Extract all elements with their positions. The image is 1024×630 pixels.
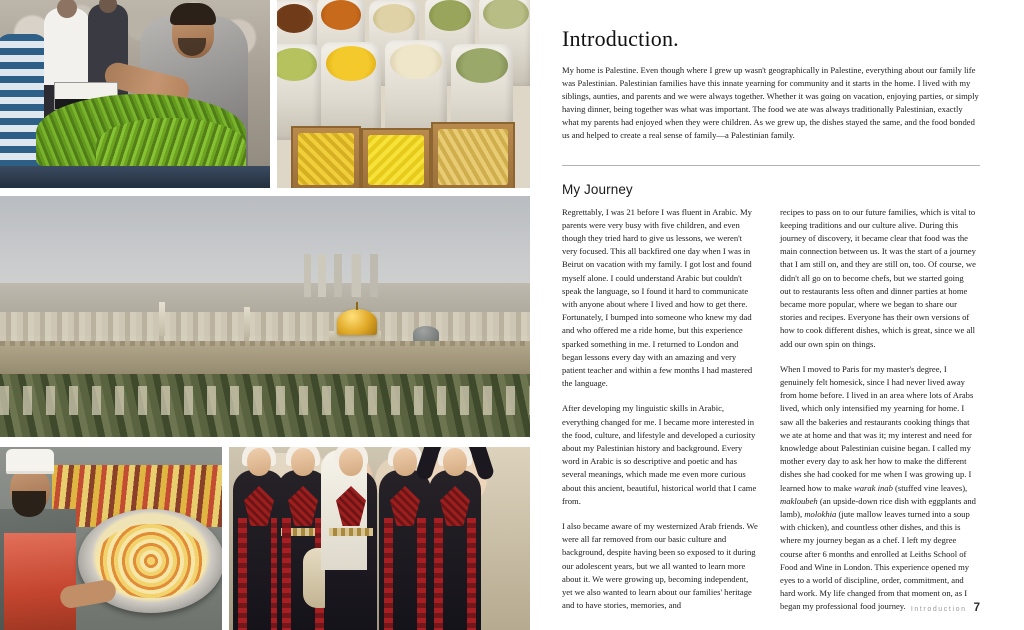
market-stall-table — [0, 166, 270, 188]
woman-4-side-panel-left — [384, 518, 393, 630]
two-column-body — [562, 206, 980, 614]
woman-4-face — [393, 448, 417, 476]
woman-2-side-panel-left — [282, 518, 291, 630]
crate-saffron-rice — [361, 128, 431, 188]
sack-contents-rice — [390, 44, 442, 79]
body-column-left — [562, 206, 758, 614]
text-page — [530, 0, 1024, 630]
crate-bulgur — [291, 126, 361, 188]
chef-illustration — [0, 447, 222, 630]
crate-contents-couscous — [438, 129, 508, 185]
section-divider-rule — [562, 165, 980, 166]
photo-chef-sweets-tray — [0, 447, 222, 630]
woman-5-side-panel-right — [467, 518, 476, 630]
folio-page-number: 7 — [973, 602, 980, 614]
photo-market-vendor-okra — [0, 0, 270, 188]
paris-text-part-2: (stuffed vine leaves), — [892, 482, 968, 493]
left-column-paragraph-2: After developing my linguistic skills in Arabic, everything changed for me. I became more interested in the food, culture, and lifestyle and developed a curiosity about my Palestinian history and background. Every word in Arabic is so descriptive and poetic and has several meanings, which made me even more curious about this ancient, beautiful, historical world that I came from. — [562, 403, 757, 506]
sack-contents-herbs — [483, 0, 528, 29]
folio-chapter-label: Introduction — [910, 606, 967, 613]
modern-tower-blocks — [297, 254, 414, 297]
left-column-paragraph-3: I also became aware of my westernized Arab friends. We were all far removed from our basic culture and background, despite having been so exposed to it during our adolescent years, but we all wanted to learn more about it. We were growing up, becoming independent, yet we also wanted to learn about our families' heritage and to have stories, memories, and — [562, 521, 758, 611]
woman-2-face — [291, 448, 315, 476]
photo-women-traditional-thobes — [229, 447, 530, 630]
paris-text-part-1: When I moved to Paris for my master's degree, I genuinely felt homesick, since I had never lived away from home before. I lived in an area where lots of Arabs lived, which only intensified my yearning for home. I saw all the bakeries and restaurants cooking things that we ate at home and that was it; my interest and need for knowledge about Palestinian cuisine began. I called my mother every day to ask her how to make the different dishes she had cooked for me when I was growing up. I learned how to make — [780, 363, 974, 493]
section-title-my-journey: My Journey — [562, 181, 633, 197]
left-column-paragraph-1: Regrettably, I was 21 before I was fluent in Arabic. My parents were very busy with five children, and even though they tried hard to give us lessons, we weren't very focused. This all backfired one day when I was in Beirut on vacation with my family. I got lost and found myself alone. I could understand Arabic but couldn't speak the language, so I found it hard to communicate with anyone about where I lived and how to get there. Fortunately, I bumped into someone who knew my dad and who offered me a ride home, but this experience sparked something in me. I returned to London and began lessons every day with an amazing and very patient teacher and within a few months I had mastered the language. — [562, 206, 753, 389]
jerusalem-skyline-illustration — [0, 196, 530, 437]
al-aqsa-grey-dome — [413, 326, 439, 341]
chef-white-hat — [6, 449, 54, 474]
minaret-left — [159, 302, 165, 336]
woman-1-face — [247, 448, 271, 476]
chapter-title: Introduction. — [562, 26, 679, 51]
photo-jerusalem-panorama — [0, 196, 530, 437]
crate-contents-bright-yellow — [368, 135, 424, 185]
spice-sacks-illustration — [277, 0, 530, 188]
dome-of-the-rock-golden-dome — [337, 309, 377, 335]
woman-thobe-4 — [379, 470, 431, 630]
page-folio — [911, 602, 980, 614]
right-column-paragraph-1: recipes to pass on to our future families, which is vital to keeping traditions and our culture alive. During this journey of discovery, it became clear that food was the main connection between us. It was the start of a journey that I am still on, and they are still on, too. Of course, we didn't all go on to become chefs, but we started going out to restaurants less often and dinner parties at home became more popular, where we began to share our stories and recipes. Everyone has their own versions of how to cook different dishes, which is great, since we all add our own spin on things. — [780, 206, 976, 349]
paris-text-part-3: (an upside-down rice dish with eggplants and lamb), — [780, 495, 976, 520]
woman-4-chest-embroidery — [390, 486, 420, 526]
sack-contents-chili — [277, 4, 313, 33]
market-vendor-illustration — [0, 0, 270, 188]
dish-name-molokhia: molokhia — [804, 509, 837, 520]
woman-1-chest-embroidery — [244, 486, 274, 526]
thobe-procession-illustration — [229, 447, 530, 630]
chef-red-apron — [4, 533, 76, 630]
photo-spice-grain-sacks — [277, 0, 530, 188]
minaret-center — [244, 307, 250, 337]
dish-name-makloubeh: makloubeh — [780, 495, 818, 506]
paris-text-part-4: (jute mallow leaves turned into a soup with chicken), and countless other dishes, and this is where my journey began as a chef. I left my degree course after 6 months and enrolled at Leiths School of Food and Wine in London. This experience opened my eyes to a world of discipline, order, commitment, and hard work. My life changed from that moment on, as I began my professional food journey. — [780, 509, 970, 612]
woman-5-face — [443, 448, 467, 476]
woman-thobe-3 — [325, 470, 377, 630]
crate-couscous — [431, 122, 515, 188]
vendor-hair — [170, 3, 216, 25]
woman-3-face — [339, 448, 363, 476]
woman-3-woven-belt — [329, 528, 373, 536]
woman-4-side-panel-right — [417, 518, 426, 630]
sack-contents-yellow-lentils — [326, 46, 376, 81]
crate-contents-yellow-pasta — [298, 133, 354, 185]
foreground-houses — [0, 386, 530, 415]
sack-contents-split-peas — [277, 48, 317, 81]
woman-thobe-5-carrying-basket — [429, 470, 481, 630]
woman-5-side-panel-left — [434, 518, 443, 630]
introduction-paragraph: My home is Palestine. Even though where I grew up wasn't geographically in Palestine, everything about our family life was Palestinian. Palestinian families have this innate yearning for community and it starts in the home. I lived with my siblings, aunties, and parents and we were always together. Whether it was going on vacation, enjoying parties, or simply having dinner, being together was what was important. The food we ate was always traditionally Palestinian, exactly what my parents had enjoyed when they were children. As we grew up, the dishes stayed the same, and the food bonded us and helped to create a real sense of family—a Palestinian family. — [562, 65, 979, 141]
right-column-paragraph-2 — [780, 363, 976, 614]
sack-contents-green-lentils — [429, 0, 471, 31]
wall-crenellations — [0, 341, 530, 346]
sack-contents-freekeh — [456, 48, 508, 83]
sack-contents-bulgur — [373, 4, 415, 33]
dish-name-warak-inab: warak inab — [853, 482, 893, 493]
sack-contents-paprika — [321, 0, 361, 30]
woman-1-side-panel-left — [238, 518, 247, 630]
body-column-right — [780, 206, 976, 614]
woman-2-chest-embroidery — [288, 486, 318, 526]
woman-5-chest-embroidery — [440, 486, 470, 526]
